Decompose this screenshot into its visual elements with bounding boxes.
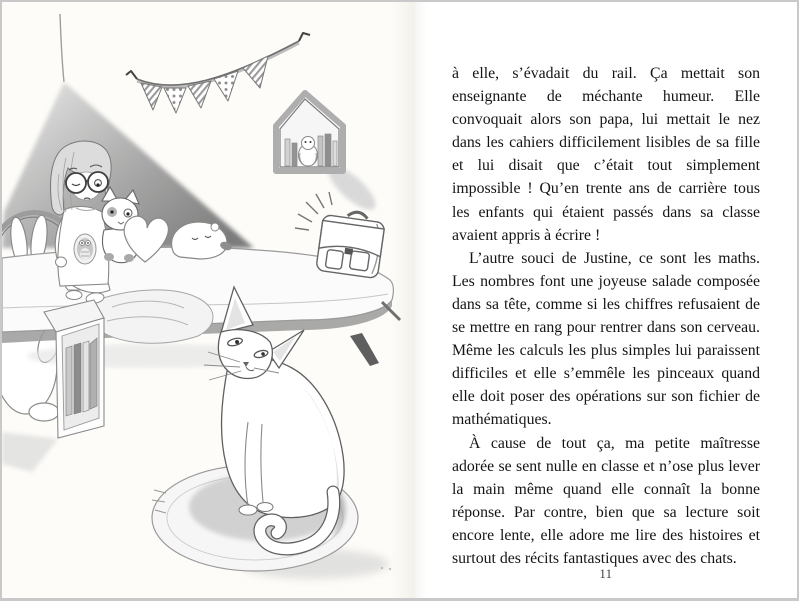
body-paragraph: à elle, s’évadait du rail. Ça mettait son enseignante de méchante humeur. Elle convoquait alors son papa, lui mettait le nez dans les cahiers difficilement lisibles de sa fille et lui disait que c’était tout simplement impossible ! Qu’en trente ans de carrière tous les enfants qui étaient passés dans sa classe avaient appris à écrire ! <box>452 65 760 244</box>
body-paragraph: À cause de tout ça, ma petite maîtresse adorée se sent nulle en classe et n’ose plus lever la main même quand elle connaît la bonne réponse. Par contre, bien que sa lecture soit encore lente, elle adore me lire des histoires et surtout des récits fantastiques avec des chats. <box>452 434 760 567</box>
girl-with-glasses <box>51 141 112 304</box>
bedroom-illustration <box>2 2 415 601</box>
body-text <box>452 62 760 570</box>
left-page <box>2 2 415 598</box>
owl-print <box>74 234 96 264</box>
house-shelf <box>276 93 382 216</box>
right-page <box>415 2 797 598</box>
body-paragraph: L’autre souci de Justine, ce sont les maths. Les nombres font une joyeuse salade composée dans sa tête, comme si les chiffres refusaient de se mettre en rang pour rentrer dans son cerveau. Même les calculs les plus simples lui paraissent difficiles et elle s’emmêle les pinceaux quand elle doit poser des opérations sur son fichier de mathématiques. <box>452 249 760 429</box>
bunting-flags <box>126 33 310 113</box>
blanket <box>90 290 213 343</box>
bird-figurine <box>299 137 318 167</box>
page-number: 11 <box>599 567 613 581</box>
school-satchel <box>316 208 386 279</box>
